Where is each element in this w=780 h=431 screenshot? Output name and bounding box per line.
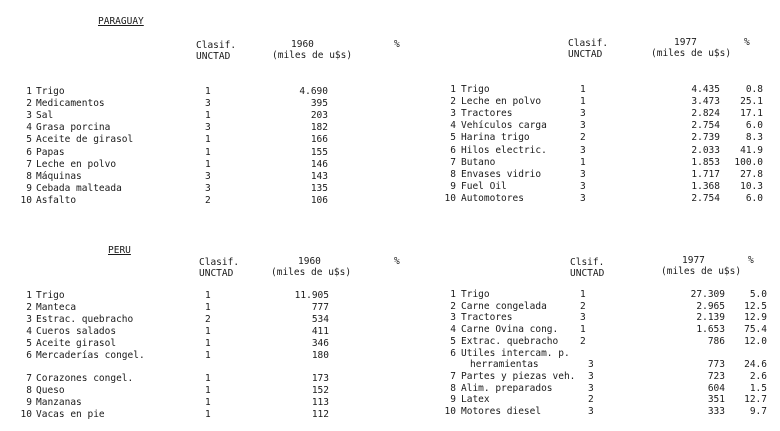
- row-percent: 0.8: [745, 84, 763, 95]
- row-percent: 6.0: [745, 120, 763, 132]
- row-number: 4: [450, 324, 456, 336]
- row-classification: 2: [205, 194, 211, 206]
- row-classification: 3: [588, 359, 594, 371]
- row-classification: 1: [205, 110, 211, 122]
- row-value: 777: [311, 302, 329, 313]
- row-classification: 1: [205, 373, 211, 384]
- row-product: Fuel Oil: [461, 180, 507, 192]
- row-number: 5: [450, 335, 456, 347]
- row-percent: 12.0: [744, 335, 767, 347]
- row-number: 3: [26, 314, 32, 325]
- row-product: Motores diesel: [461, 406, 542, 417]
- row-product: Estrac. quebracho: [36, 314, 134, 325]
- row-number: 3: [26, 110, 32, 122]
- row-value: 146: [310, 158, 328, 170]
- row-percent: 24.6: [744, 359, 767, 371]
- row-product: Partes y piezas veh.: [461, 370, 576, 382]
- row-number: 10: [20, 409, 32, 420]
- peru-left-pct-header: %: [394, 256, 400, 267]
- peru-right-units-header: (miles de u$s): [661, 266, 742, 277]
- row-product: Grasa porcina: [36, 122, 111, 134]
- row-percent: 27.8: [740, 168, 763, 180]
- row-value: 2.754: [691, 120, 720, 132]
- row-classification: 1: [205, 409, 211, 420]
- row-number: 9: [26, 397, 32, 408]
- row-number: 9: [450, 180, 456, 192]
- row-classification: 1: [205, 326, 211, 337]
- row-number: 1: [26, 290, 32, 301]
- row-product: Aceite girasol: [36, 338, 117, 349]
- row-value: 395: [310, 98, 328, 110]
- row-percent: 41.9: [740, 144, 763, 156]
- row-classification: 1: [580, 156, 586, 168]
- row-classification: 1: [205, 385, 211, 396]
- row-classification: 3: [580, 144, 586, 156]
- row-number: 3: [450, 108, 456, 120]
- row-classification: 2: [588, 394, 594, 406]
- row-number: 6: [26, 146, 32, 158]
- row-number: 8: [26, 385, 32, 396]
- row-percent: 10.3: [740, 180, 763, 192]
- row-number: 10: [20, 194, 32, 206]
- row-product: Queso: [36, 385, 65, 396]
- row-classification: 3: [205, 182, 211, 194]
- row-value: 411: [311, 326, 329, 337]
- row-percent: 17.1: [740, 108, 763, 120]
- peru-left-units-header: (miles de u$s): [271, 267, 352, 278]
- row-value: 2.739: [691, 132, 720, 144]
- row-number: 2: [450, 96, 456, 108]
- row-product: Carne Ovina cong.: [461, 324, 559, 336]
- row-value: 1.853: [691, 156, 720, 168]
- row-value: 2.965: [696, 300, 725, 312]
- row-classification: 1: [205, 86, 211, 97]
- row-classification: 1: [205, 338, 211, 349]
- row-percent: 12.9: [744, 312, 767, 324]
- row-product: Vehículos carga: [461, 120, 547, 132]
- row-number: 2: [26, 98, 32, 110]
- row-product: Carne congelada: [461, 300, 547, 312]
- row-classification: 3: [580, 108, 586, 120]
- row-value: 173: [311, 373, 329, 384]
- row-product: Hilos electric.: [461, 144, 547, 156]
- row-value: 2.754: [691, 192, 720, 204]
- row-number: 5: [26, 134, 32, 146]
- row-number: 10: [444, 406, 456, 417]
- row-classification: 1: [205, 158, 211, 170]
- peru-right-clasif-header: Clsif.: [570, 257, 605, 268]
- row-product: Extrac. quebracho: [461, 335, 559, 347]
- row-classification: 1: [205, 397, 211, 408]
- row-product: Harina trigo: [461, 132, 530, 144]
- row-classification: 2: [580, 132, 586, 144]
- row-percent: 6.0: [745, 192, 763, 204]
- row-percent: 5.0: [749, 289, 767, 300]
- row-product: Trigo: [461, 289, 490, 300]
- row-value: 166: [310, 134, 328, 146]
- paraguay-left-year-header: 1960: [291, 39, 314, 50]
- paraguay-right-pct-header: %: [744, 37, 750, 48]
- paraguay-left-unctad-header: UNCTAD: [196, 51, 231, 62]
- paraguay-left-units-header: (miles de u$s): [272, 50, 353, 61]
- row-product: Automotores: [461, 192, 524, 204]
- row-product: Manzanas: [36, 397, 82, 408]
- row-classification: 1: [580, 96, 586, 108]
- row-classification: 3: [580, 192, 586, 204]
- row-product: Tractores: [461, 312, 513, 324]
- row-classification: 1: [580, 324, 586, 336]
- row-value: 155: [310, 146, 328, 158]
- row-number: 4: [26, 326, 32, 337]
- row-percent: 12.7: [744, 394, 767, 406]
- peru-left-unctad-header: UNCTAD: [199, 268, 234, 279]
- row-percent: 8.3: [745, 132, 763, 144]
- row-classification: 3: [580, 120, 586, 132]
- row-product: Envases vidrio: [461, 168, 542, 180]
- row-value: 1.368: [691, 180, 720, 192]
- row-product: Manteca: [36, 302, 77, 313]
- row-value: 534: [311, 314, 329, 325]
- row-product: Tractores: [461, 108, 513, 120]
- row-classification: 1: [205, 134, 211, 146]
- row-value: 4.690: [299, 86, 328, 97]
- row-percent: 1.5: [749, 382, 767, 394]
- peru-right-year-header: 1977: [682, 255, 705, 266]
- row-product: Trigo: [461, 84, 490, 95]
- paraguay-right-units-header: (miles de u$s): [651, 48, 732, 59]
- row-percent: 75.4: [744, 324, 767, 336]
- row-classification: 3: [588, 382, 594, 394]
- row-number: 7: [450, 156, 456, 168]
- row-classification: 1: [205, 350, 211, 361]
- row-value: 152: [311, 385, 329, 396]
- peru-right-unctad-header: UNCTAD: [570, 268, 605, 279]
- row-number: 8: [26, 170, 32, 182]
- row-classification: 2: [205, 314, 211, 325]
- row-product: Papas: [36, 146, 65, 158]
- row-classification: 1: [205, 290, 211, 301]
- row-percent: 12.5: [744, 300, 767, 312]
- row-percent: 2.6: [749, 370, 767, 382]
- row-product: herramientas: [470, 359, 539, 371]
- paraguay-left-clasif-header: Clasif.: [196, 40, 237, 51]
- row-classification: 3: [588, 370, 594, 382]
- row-value: 182: [310, 122, 328, 134]
- row-number: 5: [450, 132, 456, 144]
- row-product: Corazones congel.: [36, 373, 134, 384]
- row-classification: 1: [205, 302, 211, 313]
- row-value: 3.473: [691, 96, 720, 108]
- row-classification: 2: [580, 335, 586, 347]
- row-value: 135: [310, 182, 328, 194]
- row-classification: 1: [580, 84, 586, 95]
- row-value: 351: [707, 394, 725, 406]
- row-product: Cebada malteada: [36, 182, 122, 194]
- row-value: 203: [310, 110, 328, 122]
- row-product: Cueros salados: [36, 326, 117, 337]
- row-product: Leche en polvo: [461, 96, 542, 108]
- row-number: 8: [450, 382, 456, 394]
- row-product: Utiles intercam. p.: [461, 347, 570, 359]
- row-product: Máquinas: [36, 170, 82, 182]
- row-classification: 1: [580, 289, 586, 300]
- row-value: 2.033: [691, 144, 720, 156]
- row-number: 5: [26, 338, 32, 349]
- row-number: 6: [450, 144, 456, 156]
- row-product: Aceite de girasol: [36, 134, 134, 146]
- row-value: 333: [707, 406, 725, 417]
- paraguay-right-clasif-header: Clasif.: [568, 38, 609, 49]
- row-value: 2.139: [696, 312, 725, 324]
- row-value: 1.717: [691, 168, 720, 180]
- row-classification: 2: [580, 300, 586, 312]
- peru-left-year-header: 1960: [298, 256, 321, 267]
- row-value: 786: [707, 335, 725, 347]
- row-product: Sal: [36, 110, 54, 122]
- row-value: 723: [707, 370, 725, 382]
- peru-right-pct-header: %: [748, 255, 754, 266]
- row-classification: 3: [588, 406, 594, 417]
- row-number: 6: [450, 347, 456, 359]
- row-product: Vacas en pie: [36, 409, 105, 420]
- row-number: 7: [26, 373, 32, 384]
- row-product: Leche en polvo: [36, 158, 117, 170]
- peru-left-clasif-header: Clasif.: [199, 257, 240, 268]
- row-number: 1: [26, 86, 32, 97]
- row-product: Alim. preparados: [461, 382, 553, 394]
- row-value: 773: [707, 359, 725, 371]
- row-number: 2: [450, 300, 456, 312]
- row-percent: 100.0: [734, 156, 763, 168]
- row-value: 112: [311, 409, 329, 420]
- row-value: 106: [310, 194, 328, 206]
- row-classification: 3: [205, 98, 211, 110]
- row-product: Asfalto: [36, 194, 77, 206]
- row-value: 2.824: [691, 108, 720, 120]
- row-product: Mercaderías congel.: [36, 350, 145, 361]
- row-number: 10: [444, 192, 456, 204]
- row-value: 113: [311, 397, 329, 408]
- row-number: 9: [26, 182, 32, 194]
- row-percent: 25.1: [740, 96, 763, 108]
- row-number: 2: [26, 302, 32, 313]
- row-classification: 3: [580, 312, 586, 324]
- row-number: 8: [450, 168, 456, 180]
- row-value: 180: [311, 350, 329, 361]
- row-product: Latex: [461, 394, 490, 406]
- row-classification: 3: [580, 180, 586, 192]
- row-classification: 3: [205, 122, 211, 134]
- peru-title: PERU: [108, 245, 131, 256]
- row-classification: 3: [580, 168, 586, 180]
- row-value: 11.905: [294, 290, 329, 301]
- row-value: 1.653: [696, 324, 725, 336]
- row-product: Trigo: [36, 86, 65, 97]
- paraguay-right-year-header: 1977: [674, 37, 697, 48]
- row-value: 4.435: [691, 84, 720, 95]
- row-number: 6: [26, 350, 32, 361]
- row-number: 4: [450, 120, 456, 132]
- row-number: 7: [450, 370, 456, 382]
- row-value: 604: [707, 382, 725, 394]
- row-number: 3: [450, 312, 456, 324]
- paraguay-title: PARAGUAY: [98, 16, 144, 27]
- row-product: Butano: [461, 156, 496, 168]
- row-number: 9: [450, 394, 456, 406]
- row-product: Trigo: [36, 290, 65, 301]
- row-number: 4: [26, 122, 32, 134]
- row-classification: 1: [205, 146, 211, 158]
- row-value: 143: [310, 170, 328, 182]
- paraguay-right-unctad-header: UNCTAD: [568, 49, 603, 60]
- row-classification: 3: [205, 170, 211, 182]
- row-percent: 9.7: [749, 406, 767, 417]
- row-value: 346: [311, 338, 329, 349]
- row-number: 7: [26, 158, 32, 170]
- row-number: 1: [450, 289, 456, 300]
- row-number: 1: [450, 84, 456, 95]
- row-product: Medicamentos: [36, 98, 105, 110]
- row-value: 27.309: [690, 289, 725, 300]
- paraguay-left-pct-header: %: [394, 39, 400, 50]
